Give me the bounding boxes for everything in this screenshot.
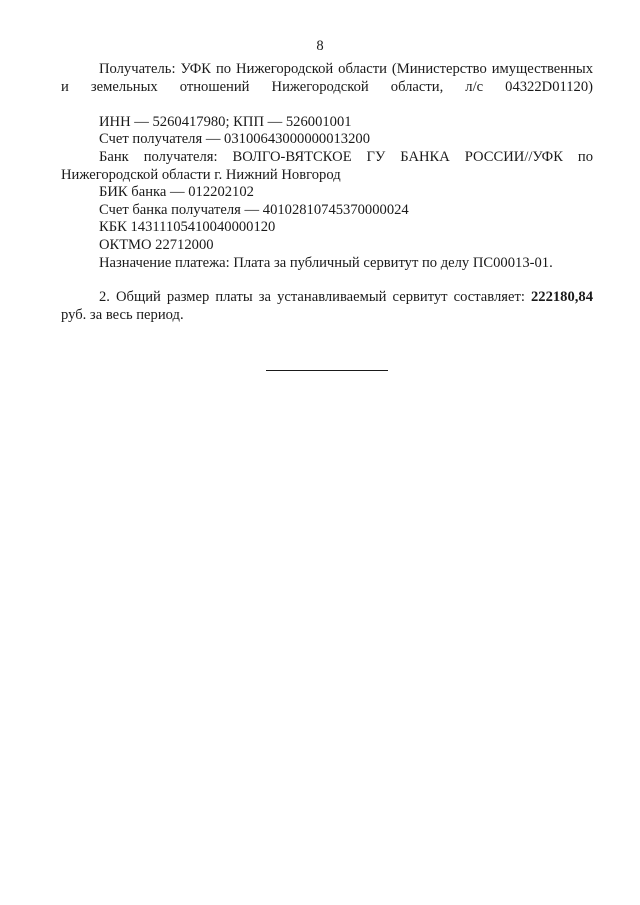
bank-account-line: Счет банка получателя — 40102810745370000024 [99,201,409,218]
recipient-account-line: Счет получателя — 03100643000000013200 [99,131,370,148]
inn-kpp-line: ИНН — 5260417980; КПП — 526001001 [99,113,352,130]
total-prefix: 2. Общий размер платы за устанавливаемый сервитут составляет: [99,289,525,306]
recipient-bank-paragraph: Банк получателя: ВОЛГО-ВЯТСКОЕ ГУ БАНКА РОССИИ//УФК по Нижегородской области г. Нижний Новгород [61,148,593,183]
page-number: 8 [316,38,324,54]
payment-purpose-line: Назначение платежа: Плата за публичный сервитут по делу ПС00013-01. [99,254,553,271]
total-paragraph [61,289,593,324]
total-amount: 222180,84 [530,289,593,306]
kbk-line: КБК 14311105410040000120 [99,219,276,236]
bik-line: БИК банка — 012202102 [99,184,254,201]
total-suffix: руб. за весь период. [61,306,184,323]
closing-divider-line [266,370,388,371]
paragraph-gap [61,272,593,289]
document-body [61,61,593,324]
recipient-paragraph: Получатель: УФК по Нижегородской области (Министерство имущественных и земельных отношений Нижегородской области, л/с 04322D01120) [61,61,593,95]
oktmo-line: ОКТМО 22712000 [99,236,214,253]
